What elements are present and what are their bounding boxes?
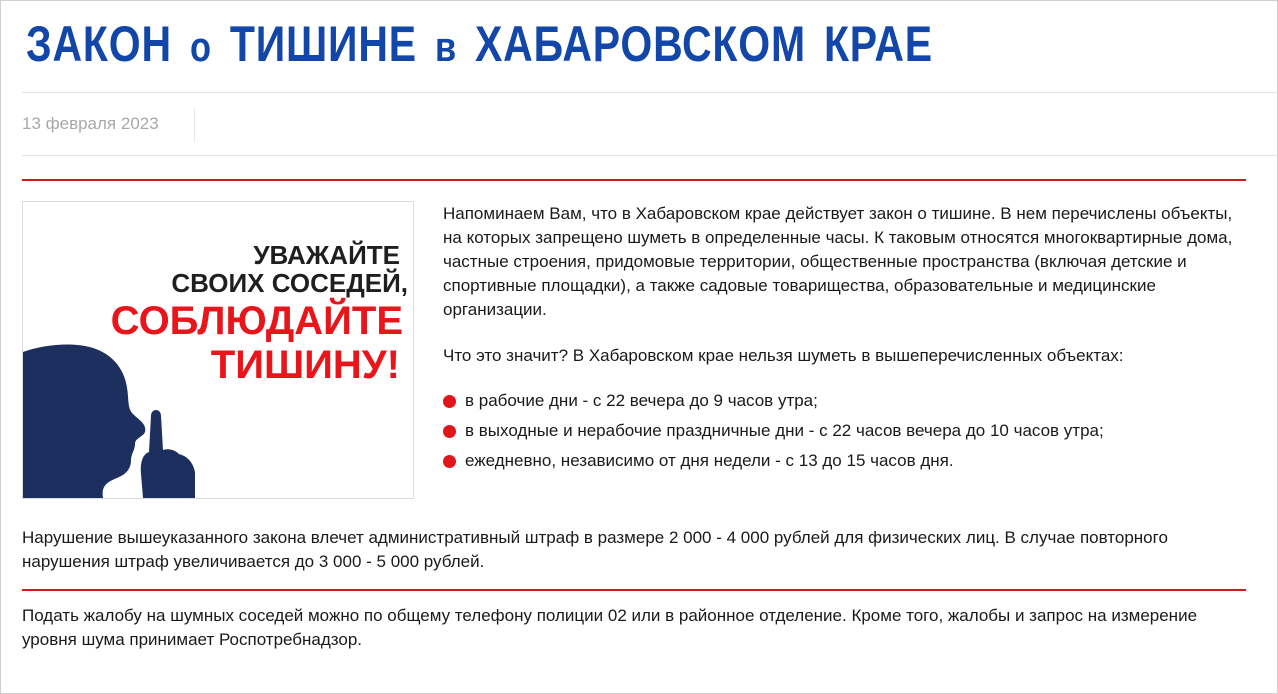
fine-paragraph: Нарушение вышеуказанного закона влечет административный штраф в размере 2 000 - 4 000 рублей для физических лиц. В случае повторного нарушения штраф увеличивается до 3 000 - 5 000 рублей. <box>22 528 1168 571</box>
list-item <box>443 416 1253 446</box>
question-paragraph: Что это значит? В Хабаровском крае нельзя шуметь в вышеперечисленных объектах: <box>443 346 1124 365</box>
complaint-paragraph: Подать жалобу на шумных соседей можно по общему телефону полиции 02 или в районное отделение. Кроме того, жалобы и запрос на измерение уровня шума принимает Роспотребнадзор. <box>22 606 1198 649</box>
title-word: ЗАКОН <box>26 16 172 72</box>
red-divider <box>22 589 1246 591</box>
poster-line-4: ТИШИНУ! <box>210 343 400 387</box>
rules-list <box>443 386 1253 476</box>
title-word: КРАЕ <box>823 16 933 72</box>
title-word: ТИШИНЕ <box>229 16 417 72</box>
bullet-dot-icon <box>443 455 456 468</box>
article-image[interactable] <box>22 201 414 499</box>
bullet-dot-icon <box>443 425 456 438</box>
poster-line-3: СОБЛЮДАЙТЕ <box>110 299 403 343</box>
divider <box>22 155 1278 156</box>
bullet-dot-icon <box>443 395 456 408</box>
divider <box>22 92 1278 93</box>
rule-text: в выходные и нерабочие праздничные дни - с 22 часов вечера до 10 часов утра; <box>465 421 1104 440</box>
rule-text: в рабочие дни - с 22 вечера до 9 часов утра; <box>465 391 818 410</box>
divider <box>194 108 195 142</box>
title-word: в <box>434 23 457 70</box>
title-word: о <box>189 23 212 70</box>
title-word: ХАБАРОВСКОМ <box>475 16 806 72</box>
rule-text: ежедневно, независимо от дня недели - с 13 до 15 часов дня. <box>465 451 954 470</box>
article-content <box>443 202 1253 476</box>
poster-line-1: УВАЖАЙТЕ <box>253 240 400 270</box>
page-title <box>26 14 951 77</box>
poster-line-2: СВОИХ СОСЕДЕЙ, <box>171 268 408 298</box>
red-divider <box>22 179 1246 181</box>
publish-date: 13 февраля 2023 <box>22 114 159 133</box>
list-item <box>443 386 1253 416</box>
list-item <box>443 446 1253 476</box>
intro-paragraph: Напоминаем Вам, что в Хабаровском крае действует закон о тишине. В нем перечислены объекты, на которых запрещено шуметь в определенные часы. К таковым относятся многоквартирные дома, частные строения, придомовые территории, общественные пространства (включая детские и спортивные площадки), а также садовые товарищества, образовательные и медицинские организации. <box>443 204 1233 319</box>
